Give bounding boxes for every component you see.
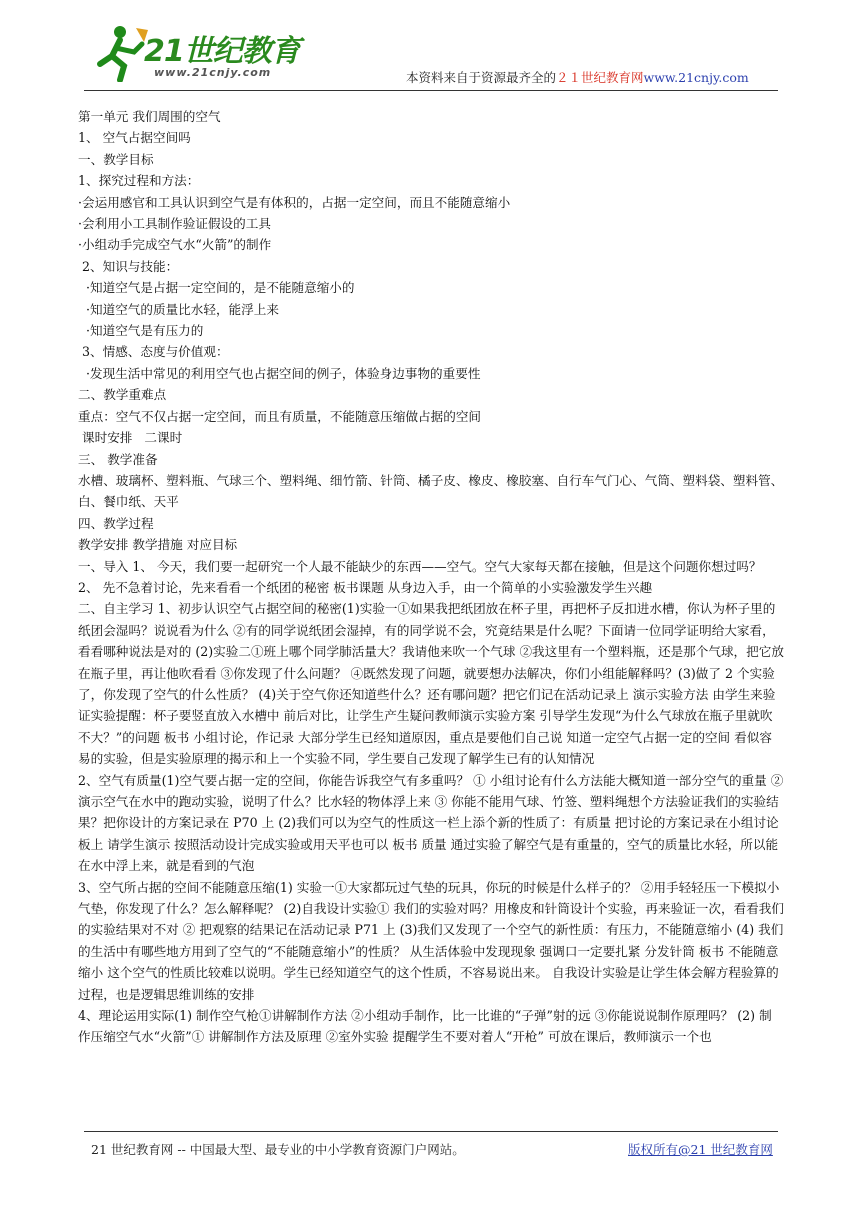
paragraph: 一、导入 1、 今天，我们要一起研究一个人最不能缺少的东西——空气。空气大家每天都在接触，但是这个问题你想过吗？ 2、 先不急着讨论，先来看看一个纸团的秘密 板书课题 从身边入手，由一个简单的小实验激发学生兴趣: [78, 558, 762, 595]
text-line: 课时安排 二课时: [78, 430, 183, 446]
text-line: ·发现生活中常见的利用空气也占据空间的例子，体验身边事物的重要性: [78, 365, 481, 381]
header-divider: [84, 90, 778, 91]
paragraph: 二、自主学习 1、初步认识空气占据空间的秘密(1)实验一①如果我把纸团放在杯子里，再把杯子反扣进水槽，你认为杯子里的纸团会湿吗？说说看为什么 ②有的同学说纸团会湿掉，有的同学说不会，究竟结果是什么呢？下面请一位同学证明给大家看，看看哪种说法是对的 (2)实验二①班上哪个同学肺活量大？我请他来吹一个气球 ②我这里有一个塑料瓶，还是那个气球，把它放在瓶子里，再让他吹看看 ③你发现了什么问题？ ④既然发现了问题，就要想办法解决，你们小组能解释吗？(3)做了 2 个实验了，你发现了空气的什么性质？ (4)关于空气你还知道些什么？还有哪问题？把它们记在活动记录上 演示实验方法 由学生来验证实验提醒：杯子要竖直放入水槽中 前后对比，让学生产生疑问教师演示实验方案 引导学生发现“为什么气球放在瓶子里就吹不大？”的问题 板书 小组讨论，作记录 大部分学生已经知道原因，重点是要他们自己说 知道一定空气占据一定的空间 看似容易的实验，但是实验原理的揭示和上一个实验不同，学生要自己发现了解学生已有的认知情况: [78, 601, 784, 767]
logo-url: www.21cnjy.com: [154, 66, 272, 79]
text-line: 1、 空气占据空间吗: [78, 130, 191, 146]
logo-text: 21世纪教育: [144, 34, 300, 69]
text-line: 重点：空气不仅占据一定空间，而且有质量，不能随意压缩做占据的空间: [78, 408, 481, 424]
text-line: 教学安排 教学措施 对应目标: [78, 537, 238, 553]
text-line: ·知道空气的质量比水轻，能浮上来: [78, 301, 279, 317]
footer-copyright-link[interactable]: 版权所有@21 世纪教育网: [628, 1142, 773, 1157]
text-line: ·会运用感官和工具认识到空气是有体积的，占据一定空间，而且不能随意缩小: [78, 194, 511, 210]
text-line: 三、 教学准备: [78, 451, 158, 467]
text-line: ·知道空气是有压力的: [78, 323, 204, 339]
footer-divider: [84, 1131, 778, 1132]
text-line: 第一单元 我们周围的空气: [78, 109, 221, 124]
text-line: 2、知识与技能：: [78, 258, 179, 274]
text-line: ·会利用小工具制作验证假设的工具: [78, 216, 271, 232]
paragraph: 4、理论运用实际(1) 制作空气枪①讲解制作方法 ②小组动手制作，比一比谁的“子弹”射的远 ③你能说说制作原理吗？ (2) 制作压缩空气水“火箭”① 讲解制作方法及原理 ②室外实验 提醒学生不要对着人“开枪” 可放在课后，教师演示一个也: [78, 1008, 772, 1045]
text-line: 一、教学目标: [78, 151, 154, 167]
document-body: [78, 106, 784, 1048]
source-name[interactable]: ２１世纪教育网: [556, 70, 644, 85]
runner-logo-icon: [90, 22, 150, 82]
text-line: ·小组动手完成空气水“火箭”的制作: [78, 237, 272, 253]
text-line: 1、探究过程和方法：: [78, 173, 200, 189]
text-line: 3、情感、态度与价值观：: [78, 344, 229, 360]
text-line: ·知道空气是占据一定空间的，是不能随意缩小的: [78, 280, 355, 296]
paragraph: 2、空气有质量(1)空气要占据一定的空间，你能告诉我空气有多重吗？ ① 小组讨论有什么方法能大概知道一部分空气的重量 ② 演示空气在水中的跑动实验，说明了什么？比水轻的物体浮上来 ③ 你能不能用气球、竹签、塑料绳想个方法验证我们的实验结果？把你设计的方案记录在 P70 上 (2)我们可以为空气的性质这一栏上添个新的性质了：有质量 把讨论的方案记录在小组讨论板上 请学生演示 按照活动设计完成实验或用天平也可以 板书 质量 通过实验了解空气是有重量的，空气的质量比水轻，所以能在水中浮上来，就是看到的气泡: [78, 772, 784, 874]
source-prefix: 本资料来自于资源最齐全的: [406, 70, 557, 85]
footer-text: 21 世纪教育网 -- 中国最大型、最专业的中小学教育资源门户网站。: [91, 1142, 465, 1157]
text-line: 二、教学重难点: [78, 387, 167, 403]
paragraph: 水槽、玻璃杯、塑料瓶、气球三个、塑料绳、细竹箭、针筒、橘子皮、橡皮、橡胶塞、自行车气门心、气筒、塑料袋、塑料管、白、餐巾纸、天平: [78, 472, 784, 510]
site-logo[interactable]: [90, 22, 300, 84]
source-url-link[interactable]: www.21cnjy.com: [643, 70, 749, 85]
paragraph: 3、空气所占据的空间不能随意压缩(1) 实验一①大家都玩过气垫的玩具，你玩的时候是什么样子的？ ②用手轻轻压一下模拟小气垫，你发现了什么？怎么解释呢？ (2)自我设计实验① 我们的实验对吗？用橡皮和针筒设计个实验，再来验证一次，看看我们的实验结果对不对 ② 把观察的结果记在活动记录 P71 上 (3)我们又发现了一个空气的新性质：有压力，不能随意缩小 (4) 我们的生活中有哪些地方用到了空气的“不能随意缩小”的性质？ 从生活体验中发现现象 强调口一定要扎紧 分发针筒 板书 不能随意缩小 这个空气的性质比较难以说明。学生已经知道空气的这个性质，不容易说出来。 自我设计实验是让学生体会解方程验算的过程，也是逻辑思维训练的安排: [78, 879, 784, 1002]
text-line: 四、教学过程: [78, 515, 154, 531]
page-header: [0, 0, 860, 92]
header-source-note: [406, 68, 749, 86]
